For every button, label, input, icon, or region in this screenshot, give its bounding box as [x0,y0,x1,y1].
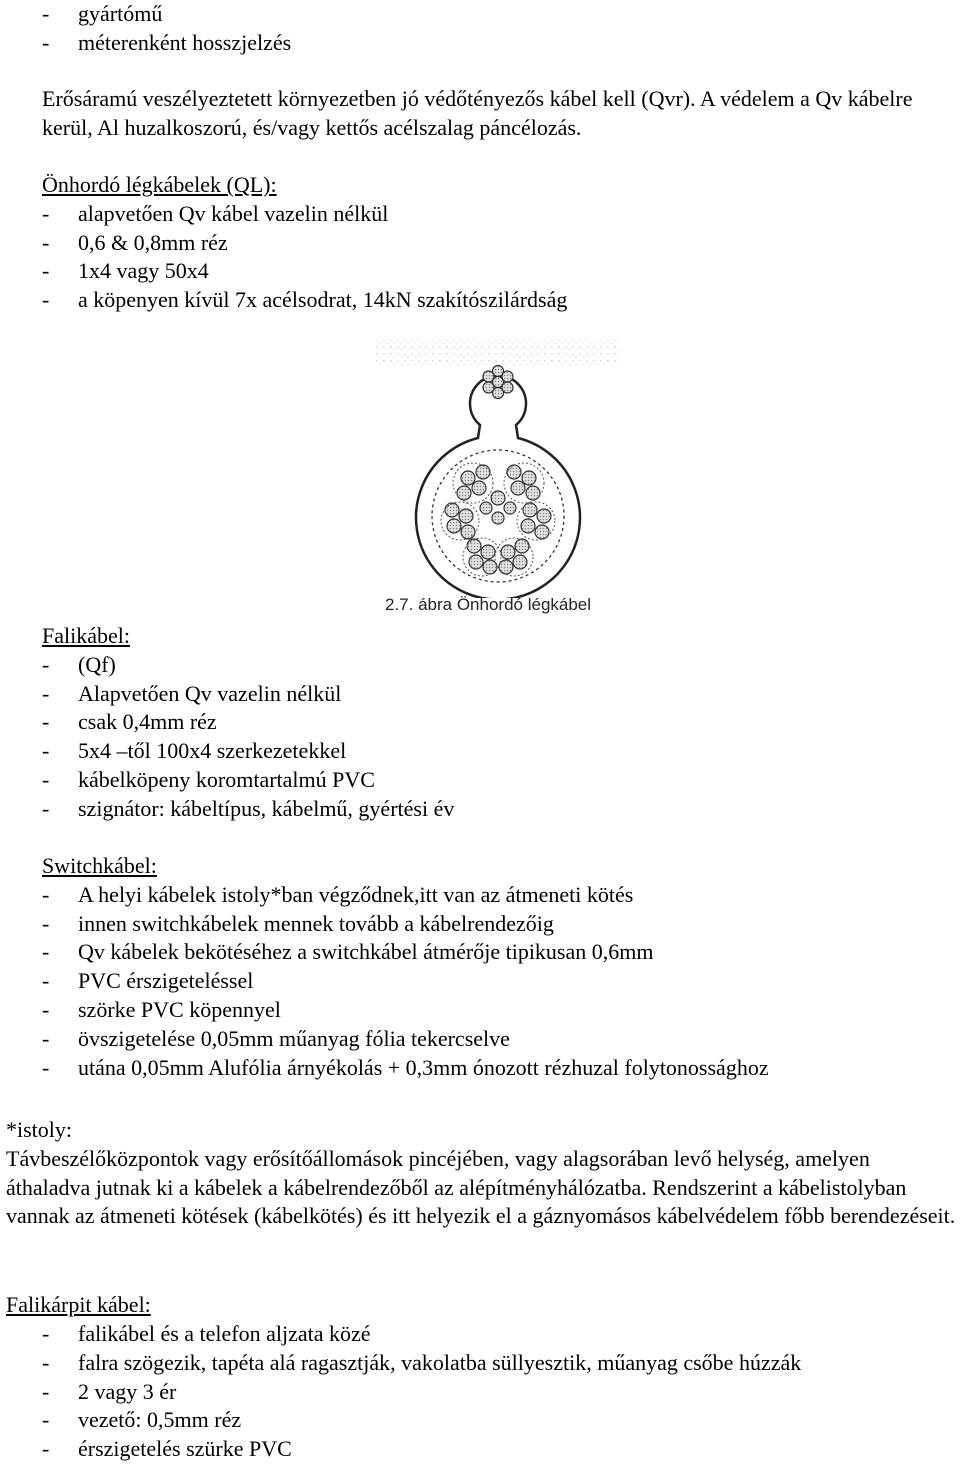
list-dash: - [42,1,50,26]
list-item [42,910,950,939]
list-dash: - [42,1436,50,1462]
list-item-text: csak 0,4mm réz [78,709,217,735]
list-item [42,1406,950,1435]
list-dash: - [42,910,50,936]
list-dash: - [42,1321,50,1346]
list-dash: - [42,1407,50,1433]
list-dash: - [42,766,50,792]
list-item-text: szignátor: kábeltípus, kábelmű, gyértési év [78,795,455,821]
section-heading-falikabel: Falikábel: [42,623,130,648]
list-dash: - [42,229,50,255]
list-item [42,737,950,766]
intro-paragraph: Erősáramú veszélyeztetett környezetben jó védőtényezős kábel kell (Qvr). A védelem a Qv kábelre kerül, Al huzalkoszorú, és/vagy kettős acélszalag páncélozás. [42,86,913,140]
list-item [42,229,950,258]
list-dash: - [42,1378,50,1404]
list-item-text: a köpenyen kívül 7x acélsodrat, 14kN szakítószilárdság [78,287,568,313]
list-item-text: falra szögezik, tapéta alá ragasztják, vakolatba süllyesztik, műanyag csőbe húzzák [78,1349,802,1375]
list-dash: - [42,680,50,706]
list-item-text: alapvetően Qv kábel vazelin nélkül [78,200,389,226]
list-item-text: 1x4 vagy 50x4 [78,258,209,284]
cable-sheath-outline [416,376,580,598]
list-dash: - [42,287,50,313]
list-item [42,938,950,967]
list-dash: - [42,939,50,965]
list-dash: - [42,795,50,821]
list-item-text: vezető: 0,5mm réz [78,1407,242,1433]
print-noise [376,340,620,366]
list-item [42,257,950,286]
list-item-text: gyártómű [78,1,163,26]
figure-caption: 2.7. ábra Önhordó légkábel [385,595,592,614]
list-item-text: innen switchkábelek mennek tovább a kábelrendezőig [78,910,554,936]
list-item-text: PVC érszigeteléssel [78,968,254,994]
list-item-text: érszigetelés szürke PVC [78,1436,292,1462]
list-item-text: 5x4 –től 100x4 szerkezetekkel [78,738,347,764]
list-item-text: Qv kábelek bekötéséhez a switchkábel átmérője tipikusan 0,6mm [78,939,654,965]
list-item-text: kábelköpeny koromtartalmú PVC [78,766,375,792]
list-item [42,1320,950,1349]
top-list [42,0,950,58]
list-item [42,651,950,680]
list-item-text: övszigetelése 0,05mm műanyag fólia tekercselve [78,1025,510,1051]
switch-section [42,852,950,1082]
list-item [42,795,950,824]
list-item-text: szörke PVC köpennyel [78,996,281,1022]
list-dash: - [42,996,50,1022]
list-item [42,1054,950,1083]
list-dash: - [42,881,50,907]
section-heading-switch: Switchkábel: [42,853,157,878]
falikabel-section [42,622,950,824]
list-dash: - [42,738,50,764]
list-dash: - [42,709,50,735]
list-dash: - [42,200,50,226]
section-heading-istoly: *istoly: [6,1117,73,1142]
section-heading-ql: Önhordó légkábelek (QL): [42,172,277,197]
list-item [42,200,950,229]
list-dash: - [42,968,50,994]
list-dash: - [42,29,50,55]
intro-paragraph-block [42,85,950,143]
list-item-text: méterenként hosszjelzés [78,29,292,55]
list-item [42,881,950,910]
istoly-section [6,1116,956,1231]
list-item [42,29,950,58]
list-item-text: falikábel és a telefon aljzata közé [78,1321,371,1346]
falikarpit-section [6,1291,956,1320]
section-heading-falikarpit: Falikárpit kábel: [6,1292,151,1317]
list-dash: - [42,651,50,677]
list-item [42,967,950,996]
list-item [42,708,950,737]
list-item-text: Alapvetően Qv vazelin nélkül [78,680,342,706]
list-item-text: utána 0,05mm Alufólia árnyékolás + 0,3mm ónozott rézhuzal folytonossághoz [78,1054,769,1080]
list-item [42,680,950,709]
cable-cross-section-figure [368,338,628,628]
ql-section [42,171,950,315]
list-item-text: 0,6 & 0,8mm réz [78,229,228,255]
list-item [42,1378,950,1407]
list-item [42,766,950,795]
list-dash: - [42,1054,50,1080]
list-item [42,1435,950,1464]
list-dash: - [42,1025,50,1051]
list-item-text: (Qf) [78,651,116,677]
list-dash: - [42,1349,50,1375]
list-item [42,0,950,29]
istoly-definition: Távbeszélőközpontok vagy erősítőállomások pincéjében, vagy alagsorában levő helység, amelyen áthaladva jutnak ki a kábelek a kábelrendezőből az alépítményhálózatba. Rendszerint a kábelistolyban vannak az átmeneti kötések (kábelkötés) és itt helyezik el a gáznyomásos kábelvédelem főbb berendezéseit. [6,1145,956,1229]
list-item [42,996,950,1025]
list-item-text: 2 vagy 3 ér [78,1378,177,1404]
list-item [42,1349,950,1378]
list-item [42,1025,950,1054]
list-dash: - [42,258,50,284]
falikarpit-list [42,1320,950,1464]
self-supporting-aerial-cable-drawing [368,338,628,598]
list-item-text: A helyi kábelek istoly*ban végződnek,itt van az átmeneti kötés [78,881,634,907]
list-item [42,286,950,315]
